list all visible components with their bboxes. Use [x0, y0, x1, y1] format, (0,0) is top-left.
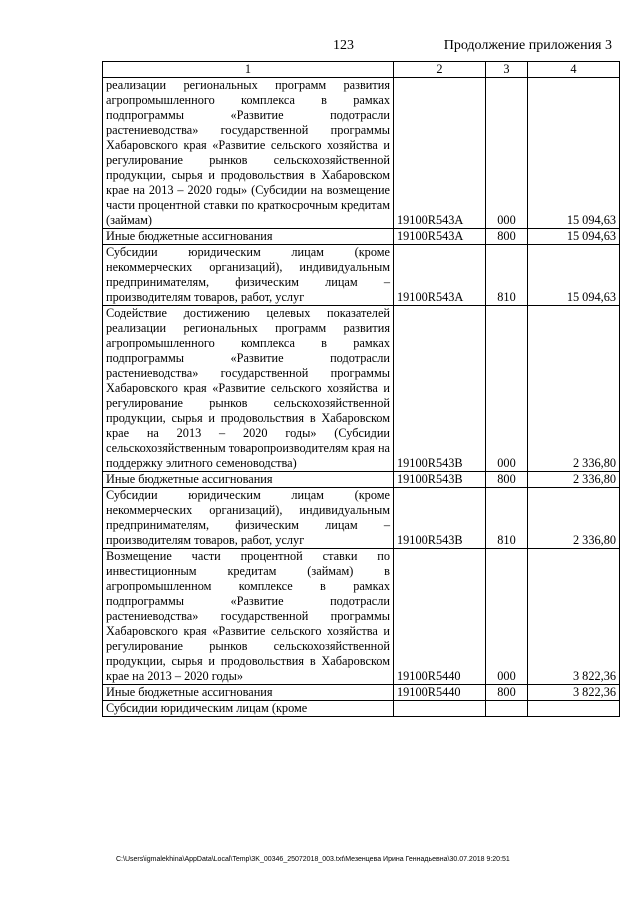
- table-row: [103, 245, 620, 306]
- row-target-code: 19100R543B: [394, 488, 486, 549]
- table-row: [103, 701, 620, 717]
- column-header-4: 4: [528, 62, 620, 78]
- table-row: [103, 549, 620, 685]
- table-row: [103, 78, 620, 229]
- row-expense-type: 000: [486, 549, 528, 685]
- column-header-1: 1: [103, 62, 394, 78]
- table-row: [103, 229, 620, 245]
- row-description: реализации региональных программ развития агропромышленного комплекса в рамках подпрограммы «Развитие подотрасли растениеводства» государственной программы Хабаровского края «Развитие сельского хозяйства и регулирование рынков сельскохозяйственной продукции, сырья и продовольствия в Хабаровском крае на 2013 – 2020 годы» (Субсидии на возмещение части процентной ставки по краткосрочным кредитам (займам): [103, 78, 394, 229]
- row-expense-type: 000: [486, 306, 528, 472]
- row-target-code: 19100R5440: [394, 549, 486, 685]
- row-description: Субсидии юридическим лицам (кроме некоммерческих организаций), индивидуальным предпринимателям, физическим лицам – производителям товаров, работ, услуг: [103, 245, 394, 306]
- continuation-label: Продолжение приложения 3: [443, 38, 612, 53]
- table-header-row: [103, 62, 620, 78]
- row-expense-type: 810: [486, 245, 528, 306]
- row-amount: 2 336,80: [528, 488, 620, 549]
- table-row: [103, 488, 620, 549]
- row-description: Иные бюджетные ассигнования: [103, 229, 394, 245]
- row-target-code: 19100R5440: [394, 685, 486, 701]
- row-amount: 15 094,63: [528, 245, 620, 306]
- row-amount: 15 094,63: [528, 78, 620, 229]
- column-header-3: 3: [486, 62, 528, 78]
- row-target-code: 19100R543B: [394, 472, 486, 488]
- row-expense-type: 000: [486, 78, 528, 229]
- footer-file-path: C:\Users\igmalekhina\AppData\Local\Temp\3K_00346_25072018_003.txt\Мезенцева Ирина Геннадьевна\30.07.2018 9:20:51: [116, 856, 510, 863]
- table-row: [103, 472, 620, 488]
- row-expense-type: 800: [486, 472, 528, 488]
- row-description: Возмещение части процентной ставки по инвестиционным кредитам (займам) в агропромышленном комплексе в рамках подпрограммы «Развитие подотрасли растениеводства» государственной программы Хабаровского края «Развитие сельского хозяйства и регулирование рынков сельскохозяйственной продукции, сырья и продовольствия в Хабаровском крае на 2013 – 2020 годы»: [103, 549, 394, 685]
- table-row: [103, 306, 620, 472]
- row-expense-type: [486, 701, 528, 717]
- row-description: Иные бюджетные ассигнования: [103, 685, 394, 701]
- row-target-code: 19100R543A: [394, 78, 486, 229]
- table-row: [103, 685, 620, 701]
- row-description: Содействие достижению целевых показателей реализации региональных программ развития агропромышленного комплекса в рамках подпрограммы «Развитие подотрасли растениеводства» государственной программы Хабаровского края «Развитие сельского хозяйства и регулирование рынков сельскохозяйственной продукции, сырья и продовольствия в Хабаровском крае на 2013 – 2020 годы» (Субсидии сельскохозяйственным товаропроизводителям края на поддержку элитного семеноводства): [103, 306, 394, 472]
- row-amount: [528, 701, 620, 717]
- row-target-code: [394, 701, 486, 717]
- row-expense-type: 810: [486, 488, 528, 549]
- row-amount: 15 094,63: [528, 229, 620, 245]
- row-amount: 3 822,36: [528, 549, 620, 685]
- row-description: Субсидии юридическим лицам (кроме: [103, 701, 394, 717]
- row-amount: 2 336,80: [528, 472, 620, 488]
- row-amount: 3 822,36: [528, 685, 620, 701]
- row-expense-type: 800: [486, 685, 528, 701]
- page-number: 123: [333, 38, 354, 53]
- row-target-code: 19100R543A: [394, 245, 486, 306]
- row-amount: 2 336,80: [528, 306, 620, 472]
- row-expense-type: 800: [486, 229, 528, 245]
- column-header-2: 2: [394, 62, 486, 78]
- row-description: Субсидии юридическим лицам (кроме некоммерческих организаций), индивидуальным предпринимателям, физическим лицам – производителям товаров, работ, услуг: [103, 488, 394, 549]
- row-target-code: 19100R543B: [394, 306, 486, 472]
- row-description: Иные бюджетные ассигнования: [103, 472, 394, 488]
- budget-table: [102, 61, 620, 717]
- row-target-code: 19100R543A: [394, 229, 486, 245]
